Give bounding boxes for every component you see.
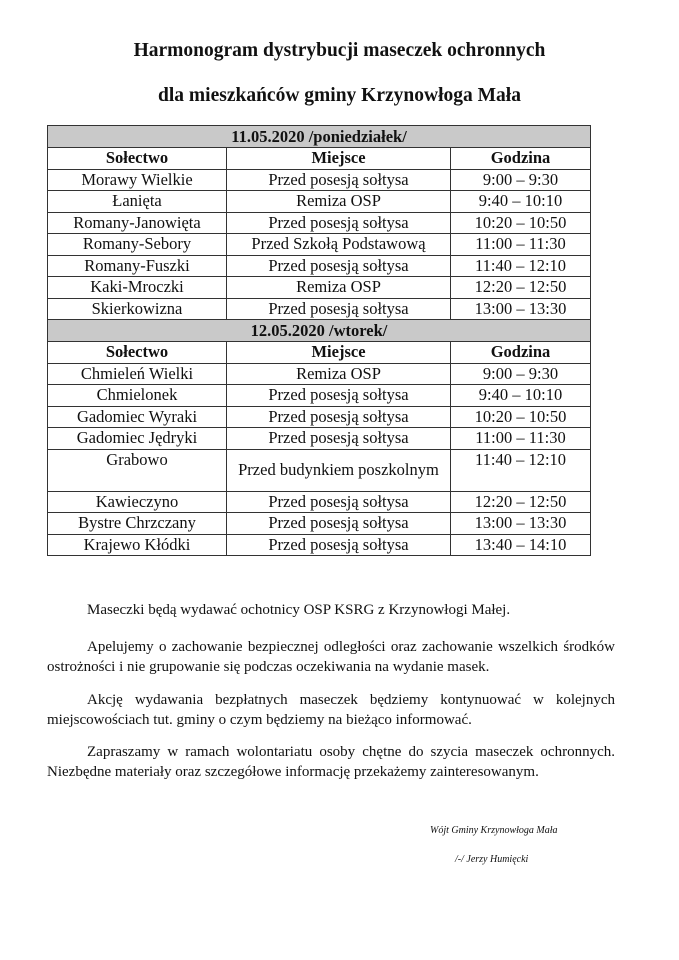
document-title-line-1: Harmonogram dystrybucji maseczek ochronnych [133,40,546,61]
time-cell: 12:20 – 12:50 [451,491,591,513]
time-cell: 11:00 – 11:30 [451,234,591,256]
village-cell: Krajewo Kłódki [48,534,227,556]
place-cell: Remiza OSP [227,363,451,385]
time-cell: 10:20 – 10:50 [451,212,591,234]
paragraph-continuation: Akcję wydawania bezpłatnych maseczek będziemy kontynuować w kolejnych miejscowościach tut. gminy o czym będziemy na bieżąco informować. [47,692,615,728]
place-cell: Remiza OSP [227,191,451,213]
village-cell: Grabowo [48,449,227,491]
time-cell: 11:40 – 12:10 [451,255,591,277]
place-cell: Przed posesją sołtysa [227,513,451,535]
time-cell: 13:40 – 14:10 [451,534,591,556]
column-header-solectwo: Sołectwo [48,342,227,364]
day-date-header: 11.05.2020 /poniedziałek/ [48,126,591,148]
village-cell: Bystre Chrzczany [48,513,227,535]
paragraph-volunteers: Maseczki będą wydawać ochotnicy OSP KSRG z Krzynowłogi Małej. [87,602,511,618]
table-row [48,534,591,556]
place-cell: Przed posesją sołtysa [227,428,451,450]
table-row [48,234,591,256]
document-title-line-2: dla mieszkańców gminy Krzynowłoga Mała [158,85,521,106]
place-cell: Przed posesją sołtysa [227,255,451,277]
village-cell: Romany-Fuszki [48,255,227,277]
table-row [48,169,591,191]
column-header-solectwo: Sołectwo [48,148,227,170]
time-cell: 9:40 – 10:10 [451,385,591,407]
signature-role: Wójt Gminy Krzynowłoga Mała [430,825,558,836]
village-cell: Chmielonek [48,385,227,407]
village-cell: Chmieleń Wielki [48,363,227,385]
column-header-godzina: Godzina [451,148,591,170]
village-cell: Łanięta [48,191,227,213]
place-cell: Przed posesją sołtysa [227,385,451,407]
place-cell: Przed posesją sołtysa [227,169,451,191]
village-cell: Kaki-Mroczki [48,277,227,299]
place-cell: Przed posesją sołtysa [227,406,451,428]
time-cell: 9:40 – 10:10 [451,191,591,213]
column-header-miejsce: Miejsce [227,148,451,170]
time-cell: 13:00 – 13:30 [451,513,591,535]
table-row [48,428,591,450]
time-cell: 12:20 – 12:50 [451,277,591,299]
place-cell: Przed posesją sołtysa [227,212,451,234]
day-date-header: 12.05.2020 /wtorek/ [48,320,591,342]
table-row [48,298,591,320]
time-cell: 11:40 – 12:10 [451,449,591,491]
table-row [48,363,591,385]
column-header-miejsce: Miejsce [227,342,451,364]
table-row [48,212,591,234]
village-cell: Gadomiec Wyraki [48,406,227,428]
schedule-table [47,125,591,556]
place-cell: Przed posesją sołtysa [227,534,451,556]
time-cell: 11:00 – 11:30 [451,428,591,450]
time-cell: 13:00 – 13:30 [451,298,591,320]
place-cell: Przed Szkołą Podstawową [227,234,451,256]
table-row [48,191,591,213]
table-row [48,385,591,407]
village-cell: Romany-Sebory [48,234,227,256]
place-cell: Przed posesją sołtysa [227,491,451,513]
paragraph-volunteer-invitation: Zapraszamy w ramach wolontariatu osoby chętne do szycia maseczek ochronnych. Niezbędne materiały oraz szczegółowe informację przekażemy zainteresowanym. [47,744,615,780]
place-cell: Przed budynkiem poszkolnym [227,449,451,491]
time-cell: 10:20 – 10:50 [451,406,591,428]
village-cell: Skierkowizna [48,298,227,320]
signature-name: /-/ Jerzy Humięcki [455,854,529,865]
table-row [48,277,591,299]
time-cell: 9:00 – 9:30 [451,169,591,191]
table-row [48,406,591,428]
time-cell: 9:00 – 9:30 [451,363,591,385]
village-cell: Morawy Wielkie [48,169,227,191]
village-cell: Gadomiec Jędryki [48,428,227,450]
place-cell: Remiza OSP [227,277,451,299]
table-row [48,449,591,491]
table-row [48,255,591,277]
place-cell: Przed posesją sołtysa [227,298,451,320]
table-row [48,513,591,535]
paragraph-safety-appeal: Apelujemy o zachowanie bezpiecznej odległości oraz zachowanie wszelkich środków ostrożności i nie grupowanie się podczas oczekiwania na wydanie masek. [47,639,615,675]
column-header-godzina: Godzina [451,342,591,364]
village-cell: Kawieczyno [48,491,227,513]
village-cell: Romany-Janowięta [48,212,227,234]
table-row [48,491,591,513]
